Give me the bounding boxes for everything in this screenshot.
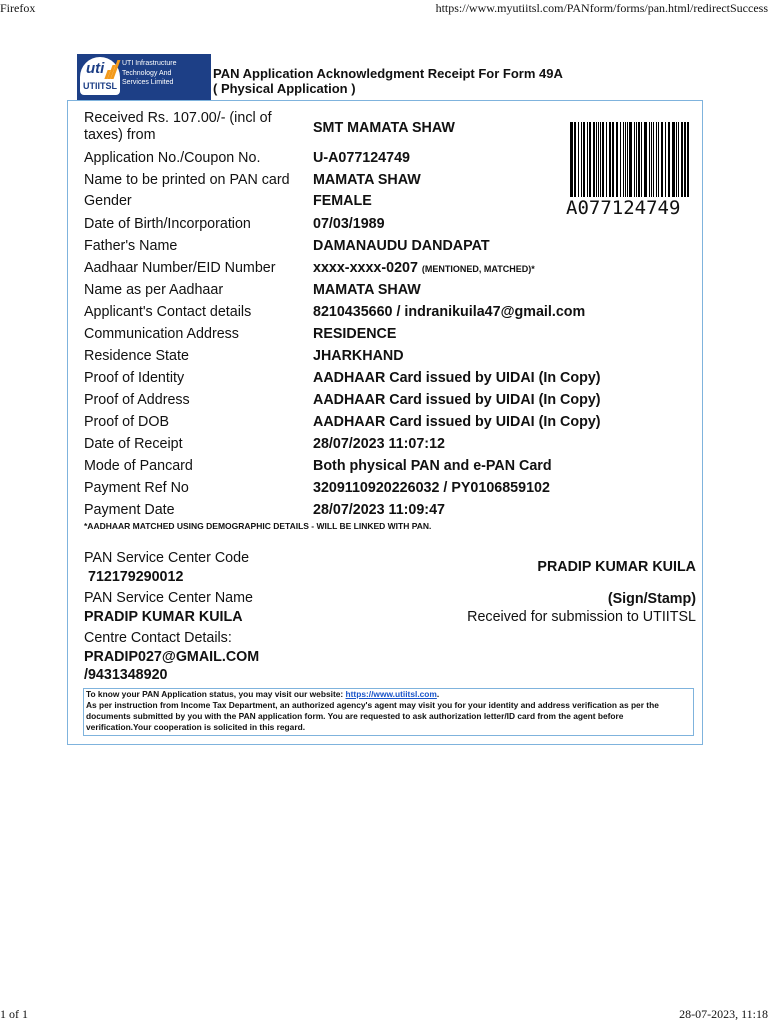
title-line1: PAN Application Acknowledgment Receipt For Form 49A [213, 66, 563, 81]
barcode-image [570, 122, 690, 197]
field-label: Date of Birth/Incorporation [84, 216, 251, 232]
field-value: DAMANAUDU DANDAPAT [313, 238, 490, 254]
field-value: 07/03/1989 [313, 216, 385, 232]
field-label: Date of Receipt [84, 436, 183, 452]
barcode-bar [587, 122, 588, 197]
logo-bars-icon [106, 59, 118, 79]
barcode-bar [600, 122, 601, 197]
logo-brand-sub: UTIITSL [83, 81, 117, 91]
field-label: Proof of Identity [84, 370, 185, 386]
barcode-bar [661, 122, 663, 197]
service-center-code-label: PAN Service Center Code [84, 550, 250, 566]
aadhaar-value: xxxx-xxxx-0207 (MENTIONED, MATCHED)* [313, 260, 535, 276]
info-box [83, 688, 694, 736]
barcode-bar [653, 122, 654, 197]
page-url: https://www.myutiitsl.com/PANform/forms/pan.html/redirectSuccess [435, 1, 768, 15]
field-value: 28/07/2023 11:07:12 [313, 436, 445, 452]
field-value: AADHAAR Card issued by UIDAI (In Copy) [313, 370, 601, 386]
sign-stamp-label: (Sign/Stamp) [607, 591, 696, 607]
field-label: Proof of DOB [84, 414, 170, 430]
barcode-bar [649, 122, 650, 197]
field-label: Application No./Coupon No. [84, 150, 261, 166]
barcode-text: A077124749 [566, 197, 681, 219]
barcode-bar [634, 122, 635, 197]
utiitsl-website-link[interactable]: https://www.utiitsl.com [345, 689, 437, 699]
barcode-bar [678, 122, 679, 197]
barcode-bar [681, 122, 683, 197]
aadhaar-footnote: *AADHAAR MATCHED USING DEMOGRAPHIC DETAILS - WILL BE LINKED WITH PAN. [84, 521, 432, 531]
barcode-bar [620, 122, 621, 197]
field-label: Payment Ref No [84, 480, 189, 496]
barcode-bar [665, 122, 666, 197]
barcode-bar [641, 122, 642, 197]
field-label: Received Rs. 107.00/- (incl of taxes) from [84, 110, 272, 143]
barcode-bar [602, 122, 604, 197]
field-label: Mode of Pancard [84, 458, 193, 474]
barcode-bar [629, 122, 632, 197]
barcode-bar [593, 122, 595, 197]
barcode-bar [668, 122, 670, 197]
logo-company-name: UTI Infrastructure Technology And Services Limited [122, 60, 177, 86]
barcode-bar [570, 122, 573, 197]
barcode-bar [612, 122, 614, 197]
field-value: AADHAAR Card issued by UIDAI (In Copy) [313, 414, 601, 430]
field-label: Gender [84, 193, 132, 209]
field-value: MAMATA SHAW [313, 172, 421, 188]
verification-notice: As per instruction from Income Tax Department, an authorized agency's agent may visit you for your identity and address verification as per the documents submitted by you with the PAN application form. You are requested to ask authorization letter/ID card from the agent before verification.Your cooperation is solicited in this regard. [86, 700, 659, 732]
field-value: 3209110920226032 / PY0106859102 [313, 480, 550, 496]
signatory-name: PRADIP KUMAR KUILA [537, 559, 696, 575]
service-center-name-label: PAN Service Center Name [84, 590, 253, 606]
field-label: Communication Address [84, 326, 239, 342]
field-value: FEMALE [313, 193, 372, 209]
barcode-bar [636, 122, 637, 197]
barcode-bar [625, 122, 626, 197]
barcode-bar [644, 122, 647, 197]
barcode-bar [638, 122, 640, 197]
barcode-bar [583, 122, 585, 197]
print-header [0, 0, 768, 18]
field-label: Aadhaar Number/EID Number [84, 260, 276, 276]
utiitsl-logo [77, 54, 211, 100]
barcode-bar [656, 122, 657, 197]
field-value: 28/07/2023 11:09:47 [313, 502, 445, 518]
centre-contact-phone: /9431348920 [84, 667, 168, 683]
aadhaar-match-note: (MENTIONED, MATCHED)* [421, 264, 535, 274]
logo-brand: uti [86, 60, 105, 77]
barcode-bar [606, 122, 607, 197]
centre-contact-label: Centre Contact Details: [84, 630, 232, 646]
barcode-bar [623, 122, 624, 197]
barcode-bar [676, 122, 677, 197]
barcode-bar [672, 122, 675, 197]
barcode-bar [578, 122, 579, 197]
field-value: SMT MAMATA SHAW [313, 120, 455, 136]
field-value: AADHAAR Card issued by UIDAI (In Copy) [313, 392, 601, 408]
barcode-bar [589, 122, 591, 197]
field-label: Name as per Aadhaar [84, 282, 224, 298]
received-for-submission: Received for submission to UTIITSL [467, 609, 696, 625]
field-value: JHARKHAND [313, 348, 404, 364]
print-timestamp: 28-07-2023, 11:18 [679, 1007, 768, 1021]
title-line2: ( Physical Application ) [213, 81, 356, 96]
print-footer [0, 1006, 768, 1024]
field-label: Residence State [84, 348, 189, 364]
field-label: Name to be printed on PAN card [84, 172, 290, 188]
uti-emblem [80, 57, 120, 95]
barcode-bar [596, 122, 597, 197]
barcode-bar [581, 122, 582, 197]
field-label: Applicant's Contact details [84, 304, 252, 320]
browser-name: Firefox [0, 1, 36, 15]
field-value: RESIDENCE [313, 326, 397, 342]
service-center-name: PRADIP KUMAR KUILA [84, 609, 243, 625]
field-label: Father's Name [84, 238, 178, 254]
barcode-bar [658, 122, 659, 197]
field-value: MAMATA SHAW [313, 282, 421, 298]
barcode-bar [651, 122, 652, 197]
barcode-bar [627, 122, 628, 197]
field-value: Both physical PAN and e-PAN Card [313, 458, 552, 474]
field-value: 8210435660 / indranikuila47@gmail.com [313, 304, 586, 320]
barcode-bar [684, 122, 686, 197]
status-line: To know your PAN Application status, you may visit our website: https://www.utiitsl.com. [86, 689, 440, 699]
barcode-bar [598, 122, 599, 197]
barcode-bar [687, 122, 689, 197]
field-label: Payment Date [84, 502, 175, 518]
barcode-bar [574, 122, 576, 197]
centre-contact-email: PRADIP027@GMAIL.COM [84, 649, 260, 665]
barcode-bar [616, 122, 618, 197]
field-label: Proof of Address [84, 392, 190, 408]
application-number: U-A077124749 [313, 150, 410, 166]
receipt-title [213, 66, 563, 96]
barcode-bar [609, 122, 611, 197]
page-number: 1 of 1 [0, 1007, 28, 1021]
service-center-code: 712179290012 [88, 569, 184, 585]
